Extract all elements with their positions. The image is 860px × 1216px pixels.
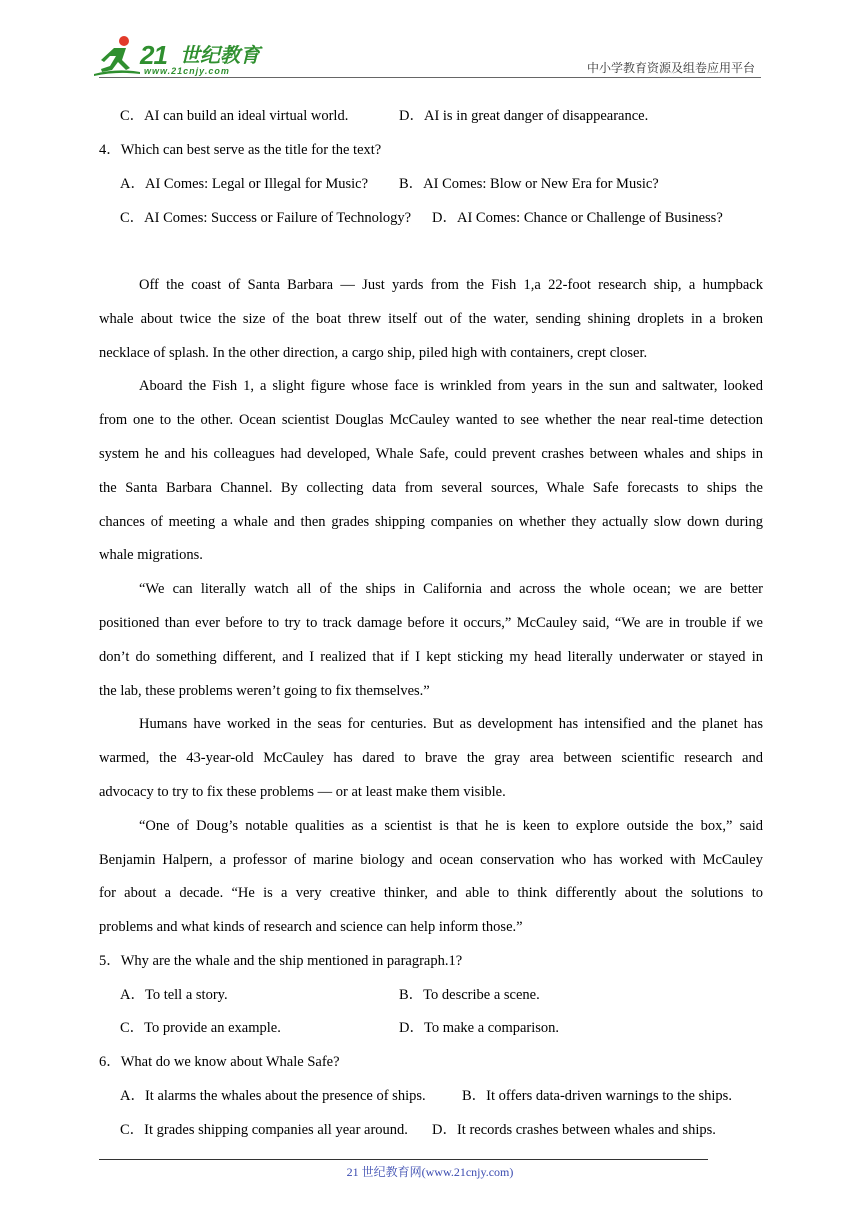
q6-stem: 6．What do we know about Whale Safe? [99, 1054, 340, 1070]
passage-line: warmed, the 43-year-old McCauley has dared to brave the gray area between scientific research and [99, 750, 763, 766]
passage-line: Humans have worked in the seas for centuries. But as development has intensified and the planet has [139, 716, 763, 732]
q5-option-b: B．To describe a scene. [399, 987, 540, 1003]
q6-option-d: D．It records crashes between whales and ships. [432, 1122, 716, 1138]
logo-number: 21 [140, 40, 167, 70]
page-header [0, 0, 860, 80]
q5-stem: 5．Why are the whale and the ship mentioned in paragraph.1? [99, 953, 463, 969]
passage-line: chances of meeting a whale and then grades shipping companies on whether they actually slow down during [99, 514, 763, 530]
logo-url: www.21cnjy.com [144, 66, 230, 76]
q3-option-d: D．AI is in great danger of disappearance. [399, 108, 649, 124]
runner-icon [92, 34, 142, 78]
passage-line: system he and his colleagues had developed, Whale Safe, could prevent crashes between whales and ships in [99, 446, 763, 462]
passage-line: whale migrations. [99, 547, 203, 563]
passage-line: Aboard the Fish 1, a slight figure whose face is wrinkled from years in the sun and saltwater, looked [139, 378, 763, 394]
q4-option-c: C．AI Comes: Success or Failure of Technology? [120, 210, 412, 226]
q5-option-c: C．To provide an example. [120, 1020, 281, 1036]
passage-line: whale about twice the size of the boat threw itself out of the water, sending shining droplets in a broken [99, 311, 763, 327]
q6-option-c: C．It grades shipping companies all year around. [120, 1122, 408, 1138]
footer-link[interactable]: 21 世纪教育网(www.21cnjy.com) [346, 1165, 514, 1179]
passage-line: the Santa Barbara Channel. By collecting data from several sources, Whale Safe forecasts to ships the [99, 480, 763, 496]
logo-text: 世纪教育 [180, 43, 260, 67]
passage-line: “One of Doug’s notable qualities as a scientist is that he is keen to explore outside the box,” said [139, 818, 763, 834]
passage-line: Benjamin Halpern, a professor of marine biology and ocean conservation who has worked with McCauley [99, 852, 763, 868]
q6-option-b: B．It offers data-driven warnings to the ships. [462, 1088, 732, 1104]
q4-option-b: B．AI Comes: Blow or New Era for Music? [399, 176, 659, 192]
q5-option-d: D．To make a comparison. [399, 1020, 560, 1036]
passage-line: the lab, these problems weren’t going to fix themselves.” [99, 683, 430, 699]
q4-option-d: D．AI Comes: Chance or Challenge of Business? [432, 210, 723, 226]
passage-line: advocacy to try to fix these problems — or at least make them visible. [99, 784, 506, 800]
platform-title: 中小学教育资源及组卷应用平台 [586, 61, 755, 75]
site-logo[interactable] [92, 34, 262, 78]
q3-option-c: C．AI can build an ideal virtual world. [120, 108, 349, 124]
q5-option-a: A．To tell a story. [120, 987, 228, 1003]
passage-line: for about a decade. “He is a very creative thinker, and able to think differently about the solutions to [99, 885, 763, 901]
header-divider [99, 77, 761, 78]
q6-option-a: A．It alarms the whales about the presence of ships. [120, 1088, 426, 1104]
passage-line: necklace of splash. In the other direction, a cargo ship, piled high with containers, crept closer. [99, 345, 648, 361]
passage-line: Off the coast of Santa Barbara — Just yards from the Fish 1,a 22-foot research ship, a humpback [139, 277, 763, 293]
passage-line: problems and what kinds of research and science can help inform those.” [99, 919, 523, 935]
passage-line: don’t do something different, and I realized that if I kept sticking my head literally underwater or stayed in [99, 649, 763, 665]
q4-stem: 4．Which can best serve as the title for the text? [99, 142, 382, 158]
passage-line: “We can literally watch all of the ships in California and across the whole ocean; we are better [139, 581, 763, 597]
q4-option-a: A．AI Comes: Legal or Illegal for Music? [120, 176, 369, 192]
passage-line: from one to the other. Ocean scientist Douglas McCauley wanted to see whether the near real-time detection [99, 412, 763, 428]
footer-divider [99, 1159, 708, 1160]
passage-line: positioned than ever before to try to track damage before it occurs,” McCauley said, “We are in trouble if we [99, 615, 763, 631]
